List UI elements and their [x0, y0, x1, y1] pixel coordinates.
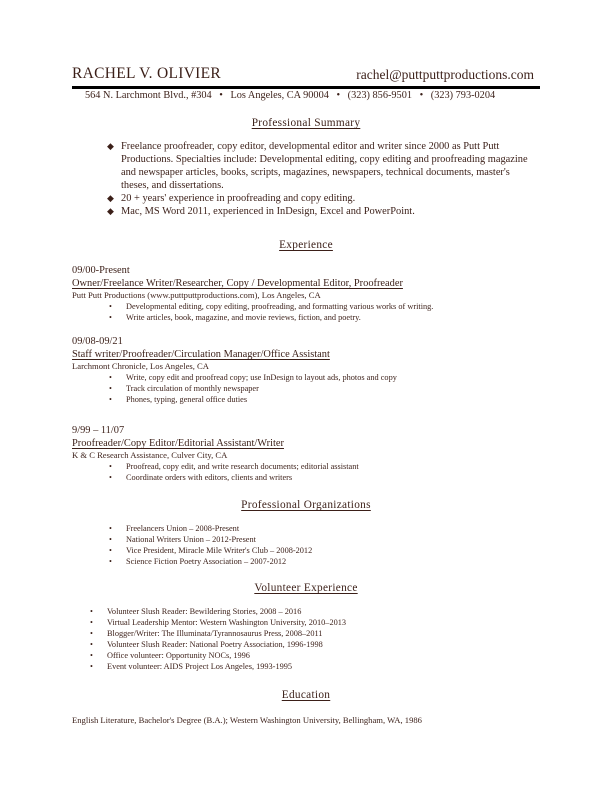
organization-item [91, 545, 551, 556]
job-company: Putt Putt Productions (www.puttputtproductions.com), Los Angeles, CA [72, 290, 321, 300]
phone-primary: (323) 856-9501 [347, 90, 412, 101]
job-duties [72, 372, 542, 405]
bullet-icon: • [109, 535, 112, 544]
bullet-icon: • [90, 640, 93, 649]
bullet-icon: • [109, 395, 112, 404]
separator-icon: • [219, 90, 223, 101]
candidate-name: RACHEL V. OLIVIER [72, 65, 222, 82]
summary-item-text: Freelance proofreader, copy editor, developmental editor and writer since 2000 as Putt Putt Productions. Specialties include: Developmental editing, copy editing and proofreading magazine and newspaper articles, books, scripts, magazines, newspapers, technical documents, master's theses, and dissertations. [121, 141, 528, 192]
volunteer-item [72, 639, 552, 650]
section-title-summary [0, 117, 612, 129]
duty-item [72, 372, 542, 383]
bullet-icon: • [90, 607, 93, 616]
job-entry [72, 335, 542, 405]
duty-item [72, 312, 542, 323]
section-title-text: Education [281, 689, 331, 701]
email-address: rachel@puttputtproductions.com [356, 67, 534, 82]
job-entry [72, 424, 542, 483]
section-title-text: Experience [279, 239, 333, 251]
job-title: Staff writer/Proofreader/Circulation Manager/Office Assistant [72, 349, 330, 360]
volunteer-item [72, 617, 552, 628]
organization-item [91, 534, 551, 545]
duty-item [72, 394, 542, 405]
bullet-icon: • [109, 384, 112, 393]
duty-text: Write, copy edit and proofread copy; use InDesign to layout ads, photos and copy [126, 373, 397, 382]
section-title-experience [0, 239, 612, 251]
bullet-icon: • [109, 373, 112, 382]
job-dates: 09/00-Present [72, 265, 130, 276]
duty-item [72, 383, 542, 394]
bullet-icon: • [109, 473, 112, 482]
volunteer-text: Blogger/Writer: The Illuminata/Tyrannosaurus Press, 2008–2011 [107, 629, 323, 638]
duty-item [72, 301, 542, 312]
diamond-bullet-icon: ◆ [107, 193, 114, 204]
organization-text: National Writers Union – 2012-Present [126, 535, 256, 544]
bullet-icon: • [109, 302, 112, 311]
header-divider [72, 86, 540, 89]
summary-item [107, 192, 537, 205]
job-company: K & C Research Assistance, Culver City, CA [72, 450, 228, 460]
bullet-icon: • [90, 629, 93, 638]
duty-text: Proofread, copy edit, and write research documents; editorial assistant [126, 462, 359, 471]
separator-icon: • [336, 90, 341, 101]
job-duties [72, 461, 542, 483]
volunteer-text: Virtual Leadership Mentor: Western Washington University, 2010–2013 [107, 618, 347, 627]
organization-item [91, 523, 551, 534]
street-address: 564 N. Larchmont Blvd., #304 [85, 90, 212, 101]
volunteer-text: Volunteer Slush Reader: National Poetry Association, 1996-1998 [107, 640, 323, 649]
organization-item [91, 556, 551, 567]
duty-text: Track circulation of monthly newspaper [126, 384, 259, 393]
summary-item-text: Mac, MS Word 2011, experienced in InDesign, Excel and PowerPoint. [121, 206, 415, 218]
duty-text: Coordinate orders with editors, clients and writers [126, 473, 293, 482]
volunteer-text: Volunteer Slush Reader: Bewildering Stories, 2008 – 2016 [107, 607, 302, 616]
duty-item [72, 472, 542, 483]
section-title-organizations [0, 499, 612, 511]
summary-item [107, 140, 537, 192]
volunteer-item [72, 628, 552, 639]
volunteer-item [72, 650, 552, 661]
volunteer-item [72, 606, 552, 617]
bullet-icon: • [109, 557, 112, 566]
diamond-bullet-icon: ◆ [107, 141, 114, 151]
organization-text: Freelancers Union – 2008-Present [126, 524, 240, 533]
duty-text: Developmental editing, copy editing, proofreading, and formatting various works of writing. [126, 302, 434, 311]
section-title-volunteer [0, 582, 612, 594]
summary-item-text: 20 + years' experience in proofreading and copy editing. [121, 193, 356, 205]
volunteer-item [72, 661, 552, 672]
bullet-icon: • [90, 651, 93, 660]
bullet-icon: • [109, 462, 112, 471]
bullet-icon: • [109, 313, 112, 322]
section-title-text: Professional Summary [251, 117, 361, 129]
bullet-icon: • [90, 662, 93, 671]
job-company: Larchmont Chronicle, Los Angeles, CA [72, 361, 209, 371]
duty-text: Write articles, book, magazine, and movie reviews, fiction, and poetry. [126, 313, 361, 322]
organization-text: Science Fiction Poetry Association – 2007-2012 [126, 557, 287, 566]
job-duties [72, 301, 542, 323]
duty-text: Phones, typing, general office duties [126, 395, 248, 404]
volunteer-text: Office volunteer: Opportunity NOCs, 1996 [107, 651, 250, 660]
bullet-icon: • [109, 524, 112, 533]
job-entry [72, 264, 542, 323]
volunteer-list [72, 606, 552, 672]
organization-text: Vice President, Miracle Mile Writer's Club – 2008-2012 [126, 546, 313, 555]
bullet-icon: • [90, 618, 93, 627]
job-dates: 09/08-09/21 [72, 336, 123, 347]
duty-item [72, 461, 542, 472]
job-dates: 9/99 – 11/07 [72, 425, 125, 436]
volunteer-text: Event volunteer: AIDS Project Los Angeles, 1993-1995 [107, 662, 293, 671]
summary-item [107, 205, 537, 218]
education-entry: English Literature, Bachelor's Degree (B.A.); Western Washington University, Bellingham, WA, 1986 [72, 715, 422, 725]
city-state-zip: Los Angeles, CA 90004 [230, 90, 329, 101]
separator-icon: • [419, 90, 424, 101]
job-title: Proofreader/Copy Editor/Editorial Assistant/Writer [72, 438, 284, 449]
job-title: Owner/Freelance Writer/Researcher, Copy / Developmental Editor, Proofreader [72, 278, 403, 289]
organizations-list [91, 523, 551, 567]
diamond-bullet-icon: ◆ [107, 206, 114, 217]
contact-line [85, 90, 495, 101]
section-title-education [0, 689, 612, 701]
section-title-text: Professional Organizations [241, 499, 371, 511]
bullet-icon: • [109, 546, 112, 555]
phone-secondary: (323) 793-0204 [430, 90, 496, 101]
summary-list [107, 140, 537, 219]
section-title-text: Volunteer Experience [254, 582, 358, 594]
